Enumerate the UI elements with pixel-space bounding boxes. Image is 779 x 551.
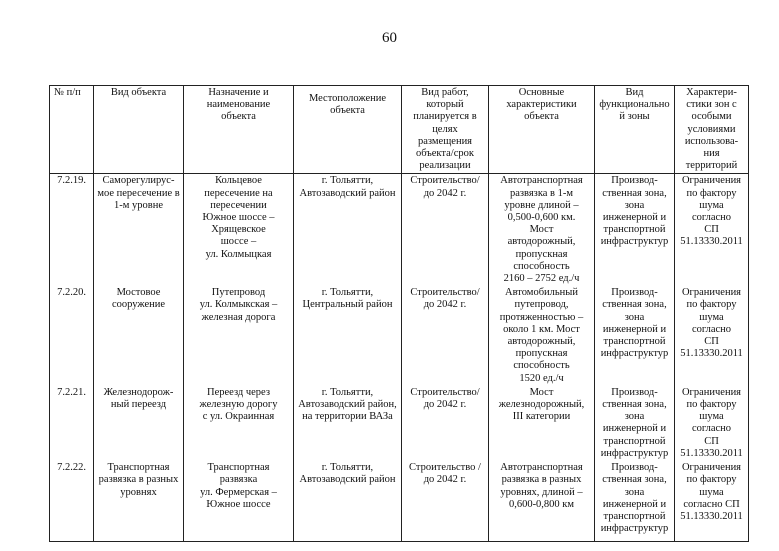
table-row	[50, 386, 749, 461]
row-zone: Производ- ственная зона, зона инженерной и транспортной инфраструктур	[595, 461, 675, 541]
header-restrictions: Характери- стики зон с особыми условиями использова- ния территорий	[675, 86, 749, 174]
row-number: 7.2.19.	[50, 174, 94, 286]
table-row	[50, 461, 749, 541]
row-zone: Производ- ственная зона, зона инженерной и транспортной инфраструктур	[595, 286, 675, 386]
row-number: 7.2.21.	[50, 386, 94, 461]
row-purpose: Путепровод ул. Колмыкская – железная дорога	[184, 286, 294, 386]
header-works: Вид работ, который планируется в целях размещения объекта/срок реализации	[402, 86, 489, 174]
row-characteristics: Мост железнодорожный, III категории	[489, 386, 595, 461]
row-restrictions: Ограничения по фактору шума согласно СП 51.13330.2011	[675, 386, 749, 461]
row-works: Строительство/ до 2042 г.	[402, 386, 489, 461]
row-purpose: Транспортная развязка ул. Фермерская – Южное шоссе	[184, 461, 294, 541]
row-restrictions: Ограничения по фактору шума согласно СП 51.13330.2011	[675, 174, 749, 286]
row-zone: Производ- ственная зона, зона инженерной и транспортной инфраструктур	[595, 386, 675, 461]
table-header-row	[50, 86, 749, 174]
row-location: г. Тольятти, Автозаводский район	[294, 461, 402, 541]
table-row	[50, 174, 749, 286]
header-object-type: Вид объекта	[94, 86, 184, 174]
row-number: 7.2.20.	[50, 286, 94, 386]
row-location: г. Тольятти, Автозаводский район, на территории ВАЗа	[294, 386, 402, 461]
row-number: 7.2.22.	[50, 461, 94, 541]
row-zone: Производ- ственная зона, зона инженерной и транспортной инфраструктур	[595, 174, 675, 286]
row-restrictions: Ограничения по фактору шума согласно СП 51.13330.2011	[675, 286, 749, 386]
row-location: г. Тольятти, Автозаводский район	[294, 174, 402, 286]
header-number: № п/п	[50, 86, 94, 174]
objects-table	[49, 85, 749, 542]
row-characteristics: Автотранспортная развязка в разных уровнях, длиной – 0,600-0,800 км	[489, 461, 595, 541]
row-works: Строительство/ до 2042 г.	[402, 174, 489, 286]
header-zone: Вид функционально й зоны	[595, 86, 675, 174]
row-type: Транспортная развязка в разных уровнях	[94, 461, 184, 541]
row-restrictions: Ограничения по фактору шума согласно СП 51.13330.2011	[675, 461, 749, 541]
header-location: Местоположение объекта	[294, 86, 402, 174]
row-type: Железнодорож- ный переезд	[94, 386, 184, 461]
row-location: г. Тольятти, Центральный район	[294, 286, 402, 386]
row-works: Строительство/ до 2042 г.	[402, 286, 489, 386]
row-characteristics: Автомобильный путепровод, протяженностью – около 1 км. Мост автодорожный, пропускная способность 1520 ед./ч	[489, 286, 595, 386]
row-type: Мостовое сооружение	[94, 286, 184, 386]
table-row	[50, 286, 749, 386]
page-number: 60	[382, 30, 397, 46]
row-works: Строительство / до 2042 г.	[402, 461, 489, 541]
row-characteristics: Автотранспортная развязка в 1-м уровне длиной – 0,500-0,600 км. Мост автодорожный, пропускная способность 2160 – 2752 ед./ч	[489, 174, 595, 286]
row-type: Саморегулирус- мое пересечение в 1-м уровне	[94, 174, 184, 286]
header-purpose: Назначение и наименование объекта	[184, 86, 294, 174]
row-purpose: Кольцевое пересечение на пересечении Южное шоссе – Хрящевское шоссе – ул. Колмыцкая	[184, 174, 294, 286]
header-characteristics: Основные характеристики объекта	[489, 86, 595, 174]
row-purpose: Переезд через железную дорогу с ул. Окраинная	[184, 386, 294, 461]
